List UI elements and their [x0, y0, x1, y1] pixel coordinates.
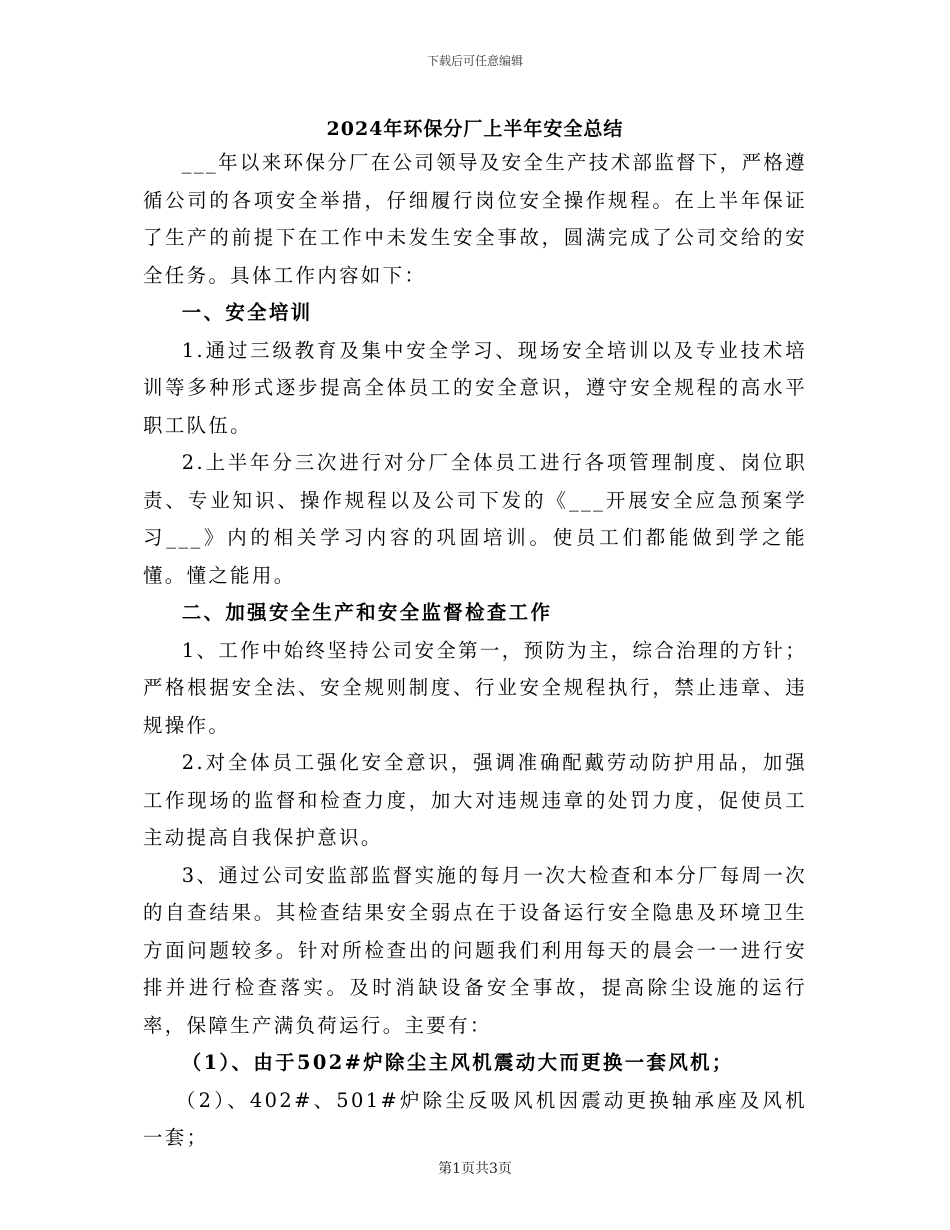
section-heading-supervision: 二、加强安全生产和安全监督检查工作 — [181, 601, 553, 624]
list-item-1: （1）、由于502#炉除尘主风机震动大而更换一套风机； — [181, 1051, 734, 1074]
supervision-item-3: 3、通过公司安监部监督实施的每月一次大检查和本分厂每周一次的自查结果。其检查结果安全弱点在于设备运行安全隐患及环境卫生方面问题较多。针对所检查出的问题我们利用每天的晨会一一进行安排并进行检查落实。及时消缺设备安全事故，提高除尘设施的运行率，保障生产满负荷运行。主要有： — [143, 863, 807, 1037]
section-heading-training: 一、安全培训 — [181, 301, 313, 324]
list-item-2: （2）、402#、501#炉除尘反吸风机因震动更换轴承座及风机一套； — [143, 1088, 807, 1149]
training-item-2: 2.上半年分三次进行对分厂全体员工进行各项管理制度、岗位职责、专业知识、操作规程以及公司下发的《___开展安全应急预案学习___》内的相关学习内容的巩固培训。使员工们都能做到学之能懂。懂之能用。 — [143, 451, 807, 587]
page-footer: 第1页共3页 — [438, 1161, 512, 1177]
header-note: 下载后可任意编辑 — [426, 54, 523, 68]
document-title: 2024年环保分厂上半年安全总结 — [326, 118, 624, 140]
intro-paragraph: ___年以来环保分厂在公司领导及安全生产技术部监督下，严格遵循公司的各项安全举措，仔细履行岗位安全操作规程。在上半年保证了生产的前提下在工作中未发生安全事故，圆满完成了公司交给的安全任务。具体工作内容如下： — [143, 151, 807, 287]
supervision-item-2: 2.对全体员工强化安全意识，强调准确配戴劳动防护用品，加强工作现场的监督和检查力度，加大对违规违章的处罚力度，促使员工主动提高自我保护意识。 — [143, 751, 807, 849]
supervision-item-1: 1、工作中始终坚持公司安全第一，预防为主，综合治理的方针；严格根据安全法、安全规则制度、行业安全规程执行，禁止违章、违规操作。 — [143, 638, 807, 737]
document-body — [143, 144, 807, 1157]
training-item-1: 1.通过三级教育及集中安全学习、现场安全培训以及专业技术培训等多种形式逐步提高全体员工的安全意识，遵守安全规程的高水平职工队伍。 — [143, 338, 807, 437]
